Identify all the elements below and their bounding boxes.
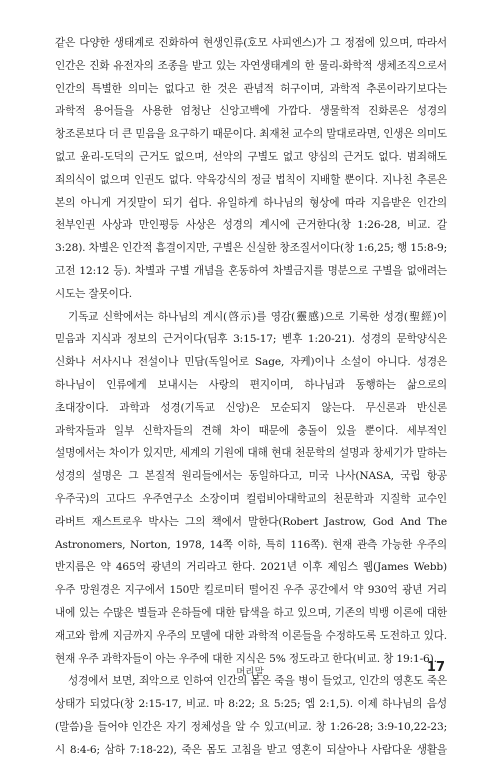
paragraph-3: 성경에서 보면, 죄악으로 인하여 인간의 몸은 죽을 병이 들었고, 인간의 영혼도 죽은 상태가 되었다(창 2:15-17, 비교. 마 8:22; 요 5:25; 엡 2:1,5). 이제 하나님의 음성(말씀)을 들어야 인간은 자기 정체성을 알 수 있고(비교. 창 1:26-28; 3:9-10,22-23; 시 8:4-6; 삼하 7:18-22), 죽은 몸도 고침을 받고 영혼이 되살아나 사람다운 생활을	[55, 675, 447, 756]
running-title: 머리말	[236, 667, 264, 678]
paragraph-2: 기독교 신학에서는 하나님의 계시(啓示)를 영감(靈感)으로 기록한 성경(聖經)이 믿음과 지식과 정보의 근거이다(딤후 3:15-17; 벧후 1:20-21). 성경의 문학양식은 신화나 서사시나 전설이나 민담(독일어로 Sage, 자케)이나 소설이 아니다. 성경은 하나님이 인류에게 보내시는 사랑의 편지이며, 하나님과 동행하는 삶으로의 초대장이다. 과학과 성경(기독교 신앙)은 모순되지 않는다. 무신론과 반신론 과학자들과 일부 신학자들의 견해 차이 때문에 충돌이 있을 뿐이다. 세부적인 설명에서는 차이가 있지만, 세계의 기원에 대해 현대 천문학의 설명과 창세기가 말하는 성경의 설명은 그 본질적 원리들에서는 동일하다고, 미국 나사(NASA, 국립 항공 우주국)의 고다드 우주연구소 소장이며 컬럼비아대학교의 천문학과 지질학 교수인 라버트 재스트로우 박사는 그의 책에서 말한다(Robert Jastrow, God And The Astronomers, Norton, 1978, 14쪽 이하, 특히 116쪽). 현재 관측 가능한 우주의 반지름은 약 465억 광년의 거리라고 한다. 2021년 이후 제임스 웹(James Webb) 우주 망원경은 지구에서 150만 킬로미터 떨어진 우주 공간에서 약 930억 광년 거리 내에 있는 수많은 별들과 은하들에 대한 탐색을 하고 있으며, 기존의 빅뱅 이론에 대한 재고와 함께 지금까지 우주의 모델에 대한 과학적 이론들을 수정하도록 도전하고 있다. 현재 우주 과학자들이 아는 우주에 대한 지식은 5% 정도라고 한다(비교. 창 19:1-6).	[55, 310, 447, 665]
page-body	[55, 32, 447, 762]
page-number: 17	[426, 660, 445, 675]
paragraph-1: 같은 다양한 생태계로 진화하여 현생인류(호모 사피엔스)가 그 정점에 있으며, 따라서 인간은 진화 유전자의 조종을 받고 있는 자연생태계의 한 물리-화학적 생체조직으로서 인간의 특별한 의미는 없다고 한 것은 관념적 허구이며, 과학적 추론이라기보다는 과학적 용어들을 사용한 엄청난 신앙고백에 가깝다. 생물학적 진화론은 성경의 창조론보다 더 큰 믿음을 요구하기 때문이다. 최재천 교수의 말대로라면, 인생은 의미도 없고 윤리-도덕의 근거도 없으며, 선악의 구별도 없고 양심의 근거도 없다. 범죄해도 죄의식이 없으며 인권도 없다. 약육강식의 정글 법칙이 지배할 뿐이다. 지나친 추론은 본의 아니게 거짓말이 되기 쉽다. 유일하게 하나님의 형상에 따라 지음받은 인간의 천부인권 사상과 만인평등 사상은 성경의 계시에 근거한다(창 1:26-28, 비교. 갈 3:28). 차별은 인간적 흠결이지만, 구별은 신실한 창조질서이다(창 1:6,25; 행 15:8-9; 고전 12:12 등). 차별과 구별 개념을 혼동하여 차별금지를 명분으로 구별을 없애려는 시도는 잘못이다.	[55, 37, 447, 300]
